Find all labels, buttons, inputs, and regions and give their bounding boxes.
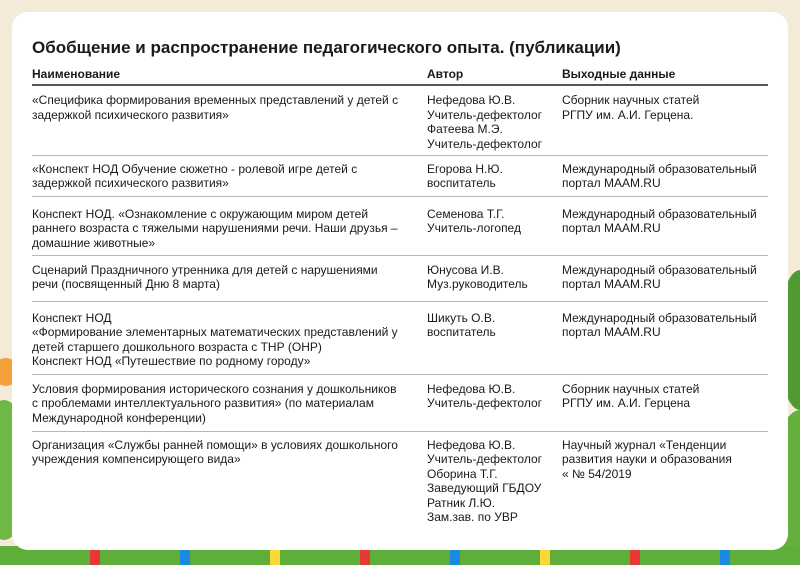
- row-author: Шикуть О.В. воспитатель: [427, 310, 496, 340]
- row-author: Нефедова Ю.В. Учитель-дефектолог Фатеева М.Э. Учитель-дефектолог: [427, 93, 543, 151]
- row-output: Международный образовательный портал MAAM.RU: [562, 310, 757, 340]
- table-row: [32, 301, 768, 374]
- row-name: Конспект НОД «Формирование элементарных математических представлений у детей старшего дошкольного возраста с ТНР (ОНР) Конспект НОД «Путешествие по родному городу»: [32, 310, 398, 369]
- row-name: «Специфика формирования временных представлений у детей с задержкой психического развития»: [32, 93, 399, 122]
- row-author: Егорова Н.Ю. воспитатель: [427, 161, 503, 191]
- table-header-row: [32, 67, 768, 85]
- row-output: Сборник научных статей РГПУ им. А.И. Герцена.: [562, 93, 700, 122]
- row-output: Международный образовательный портал MAAM.RU: [562, 161, 757, 191]
- header-author: Автор: [427, 67, 562, 85]
- page-title: Обобщение и распространение педагогического опыта. (публикации): [32, 38, 621, 57]
- row-output: Научный журнал «Тенденции развития науки и образования « № 54/2019: [562, 437, 732, 481]
- header-output: Выходные данные: [562, 67, 768, 85]
- table-row: [32, 85, 768, 155]
- table-row: [32, 374, 768, 431]
- row-author: Семенова Т.Г. Учитель-логопед: [427, 206, 521, 236]
- header-name: Наименование: [32, 67, 427, 85]
- row-name: Условия формирования исторического сознания у дошкольников с проблемами интеллектуального развития» (по материалам Международной конференции): [32, 381, 397, 425]
- content-card: [12, 12, 788, 550]
- row-author: Нефедова Ю.В. Учитель-дефектолог: [427, 381, 543, 411]
- table-row: [32, 431, 768, 527]
- row-name: «Конспект НОД Обучение сюжетно - ролевой игре детей с задержкой психического развития»: [32, 161, 358, 191]
- row-output: Сборник научных статей РГПУ им. А.И. Герцена: [562, 381, 700, 411]
- row-author: Нефедова Ю.В. Учитель-дефектолог Оборина Т.Г. Заведующий ГБДОУ Ратник Л.Ю. Зам.зав. по УВР: [427, 437, 543, 524]
- publications-table: [32, 67, 768, 527]
- row-output: Международный образовательный портал MAAM.RU: [562, 262, 757, 292]
- table-row: [32, 255, 768, 301]
- row-name: Сценарий Праздничного утренника для детей с нарушениями речи (посвященный Дню 8 марта): [32, 262, 378, 292]
- table-row: [32, 196, 768, 255]
- row-name: Конспект НОД. «Ознакомление с окружающим миром детей раннего возраста с тяжелыми нарушениями речи. Наши друзья – домашние животные»: [32, 206, 398, 250]
- row-output: Международный образовательный портал MAAM.RU: [562, 206, 757, 236]
- row-author: Юнусова И.В. Муз.руководитель: [427, 262, 528, 292]
- row-name: Организация «Службы ранней помощи» в условиях дошкольного учреждения компенсирующего вида»: [32, 437, 398, 467]
- table-row: [32, 155, 768, 196]
